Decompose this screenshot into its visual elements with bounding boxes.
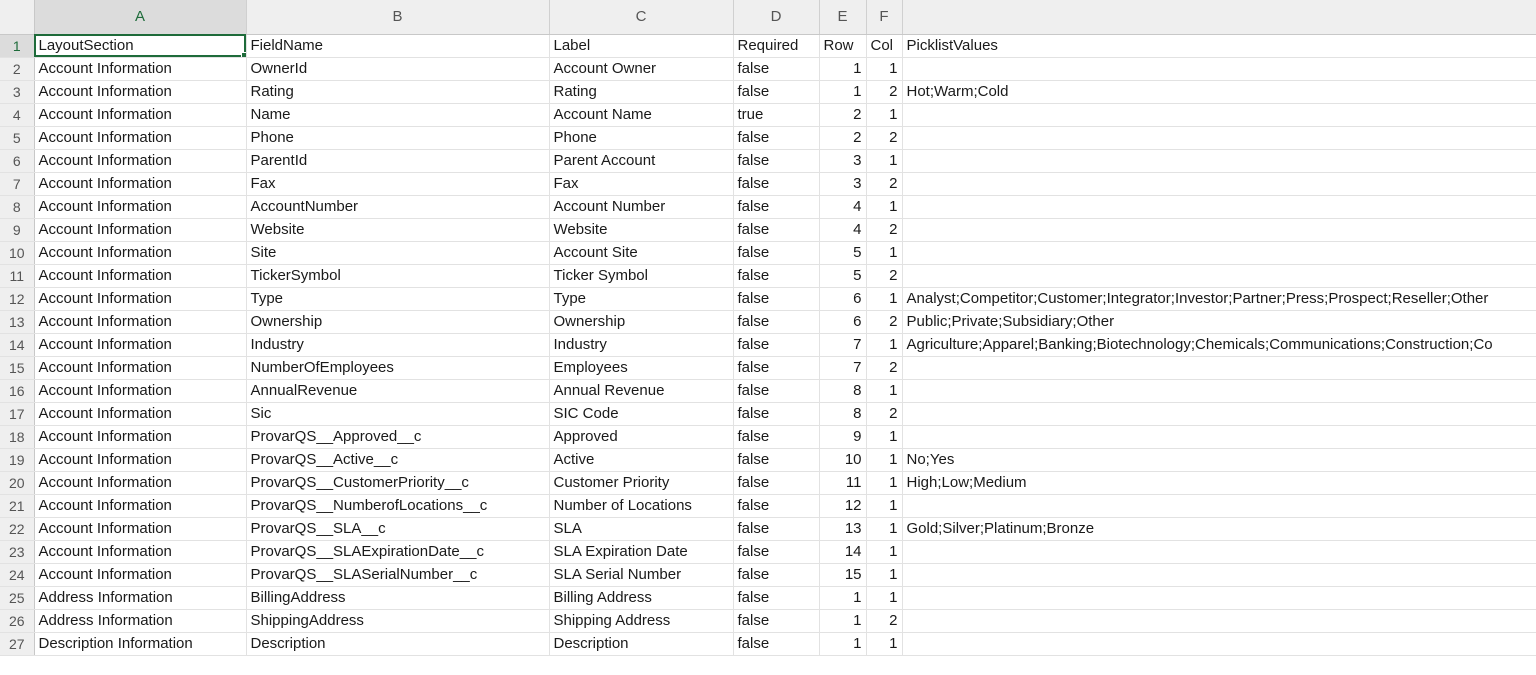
cell[interactable]: Website — [549, 218, 733, 241]
cell-text — [907, 175, 909, 192]
row-header[interactable]: 2 — [0, 57, 34, 80]
cell[interactable]: Account Information — [34, 425, 246, 448]
cell[interactable]: 2 — [866, 356, 902, 379]
cell[interactable]: false — [733, 218, 819, 241]
cell[interactable]: Customer Priority — [549, 471, 733, 494]
cell[interactable]: Site — [246, 241, 549, 264]
table-row — [0, 448, 1536, 471]
cell[interactable]: NumberOfEmployees — [246, 356, 549, 379]
cell[interactable]: 1 — [819, 57, 866, 80]
cell[interactable]: BillingAddress — [246, 586, 549, 609]
cell-text — [907, 405, 909, 422]
cell[interactable]: Active — [549, 448, 733, 471]
cell[interactable]: Phone — [549, 126, 733, 149]
cell[interactable]: Website — [246, 218, 549, 241]
table-row — [0, 218, 1536, 241]
cell[interactable]: true — [733, 103, 819, 126]
cell[interactable]: Shipping Address — [549, 609, 733, 632]
cell[interactable]: false — [733, 563, 819, 586]
row-header[interactable]: 12 — [0, 287, 34, 310]
cell[interactable]: 10 — [819, 448, 866, 471]
cell[interactable]: Account Information — [34, 356, 246, 379]
cell[interactable]: 1 — [866, 241, 902, 264]
cell[interactable]: Account Information — [34, 333, 246, 356]
column-header-a[interactable]: A — [34, 0, 246, 34]
row-header[interactable]: 4 — [0, 103, 34, 126]
cell[interactable]: 2 — [819, 103, 866, 126]
cell[interactable]: 6 — [819, 287, 866, 310]
cell[interactable]: Rating — [549, 80, 733, 103]
cell[interactable]: 2 — [819, 126, 866, 149]
cell[interactable] — [902, 34, 1536, 57]
cell[interactable]: AnnualRevenue — [246, 379, 549, 402]
table-row — [0, 195, 1536, 218]
cell[interactable]: Description Information — [34, 632, 246, 655]
cell[interactable]: ProvarQS__SLA__c — [246, 517, 549, 540]
cell[interactable]: false — [733, 149, 819, 172]
cell[interactable] — [902, 57, 1536, 80]
cell[interactable]: Account Information — [34, 402, 246, 425]
cell[interactable]: Account Information — [34, 379, 246, 402]
cell[interactable]: 1 — [866, 563, 902, 586]
cell-text — [907, 635, 909, 652]
cell[interactable]: Col — [866, 34, 902, 57]
table-row — [0, 517, 1536, 540]
cell[interactable]: Industry — [549, 333, 733, 356]
cell[interactable]: false — [733, 586, 819, 609]
cell[interactable]: 1 — [866, 517, 902, 540]
cell[interactable]: 1 — [866, 471, 902, 494]
cell[interactable]: false — [733, 471, 819, 494]
cell[interactable] — [902, 425, 1536, 448]
cell[interactable]: Row — [819, 34, 866, 57]
cell[interactable]: Account Site — [549, 241, 733, 264]
select-all-corner[interactable] — [0, 0, 34, 34]
cell[interactable]: Rating — [246, 80, 549, 103]
cell[interactable]: 5 — [819, 241, 866, 264]
cell[interactable] — [902, 448, 1536, 471]
cell[interactable]: 2 — [866, 218, 902, 241]
cell[interactable]: 3 — [819, 172, 866, 195]
cell[interactable]: Annual Revenue — [549, 379, 733, 402]
cell[interactable]: 1 — [819, 80, 866, 103]
cell[interactable] — [902, 586, 1536, 609]
cell[interactable]: Account Information — [34, 264, 246, 287]
table-row — [0, 379, 1536, 402]
cell[interactable]: Employees — [549, 356, 733, 379]
cell[interactable]: ParentId — [246, 149, 549, 172]
cell[interactable]: Account Name — [549, 103, 733, 126]
cell[interactable]: 6 — [819, 310, 866, 333]
cell[interactable]: 1 — [866, 586, 902, 609]
column-header-row — [0, 0, 1536, 34]
column-header-g[interactable] — [902, 0, 1536, 34]
cell-text: Gold;Silver;Platinum;Bronze — [906, 519, 1095, 537]
row-header[interactable]: 20 — [0, 471, 34, 494]
cell[interactable]: ProvarQS__Active__c — [246, 448, 549, 471]
cell[interactable]: Address Information — [34, 609, 246, 632]
cell-text — [907, 198, 909, 215]
cell[interactable]: ProvarQS__SLASerialNumber__c — [246, 563, 549, 586]
cell[interactable]: false — [733, 310, 819, 333]
cell[interactable]: 1 — [866, 103, 902, 126]
cell[interactable]: 1 — [866, 540, 902, 563]
cell[interactable]: ProvarQS__CustomerPriority__c — [246, 471, 549, 494]
column-header-f[interactable]: F — [866, 0, 902, 34]
cell[interactable]: false — [733, 402, 819, 425]
row-header[interactable]: 5 — [0, 126, 34, 149]
column-header-d[interactable]: D — [733, 0, 819, 34]
cell[interactable]: 2 — [866, 609, 902, 632]
cell[interactable]: false — [733, 540, 819, 563]
row-header[interactable]: 22 — [0, 517, 34, 540]
cell-text — [907, 244, 909, 261]
cell[interactable] — [902, 126, 1536, 149]
table-row — [0, 103, 1536, 126]
cell[interactable]: 11 — [819, 471, 866, 494]
cell-text — [907, 60, 909, 77]
cell[interactable]: 8 — [819, 379, 866, 402]
cell[interactable]: 1 — [866, 149, 902, 172]
cell[interactable] — [902, 379, 1536, 402]
cell[interactable]: Account Information — [34, 172, 246, 195]
cell[interactable]: 4 — [819, 218, 866, 241]
cell[interactable] — [902, 494, 1536, 517]
cell[interactable]: ProvarQS__Approved__c — [246, 425, 549, 448]
cell[interactable]: false — [733, 195, 819, 218]
cell[interactable]: 3 — [819, 149, 866, 172]
cell[interactable]: 15 — [819, 563, 866, 586]
row-header[interactable]: 27 — [0, 632, 34, 655]
cell[interactable] — [902, 563, 1536, 586]
cell[interactable]: Ticker Symbol — [549, 264, 733, 287]
cell[interactable]: 2 — [866, 80, 902, 103]
cell[interactable]: Account Information — [34, 57, 246, 80]
row-header[interactable]: 8 — [0, 195, 34, 218]
cell[interactable]: Description — [549, 632, 733, 655]
cell[interactable]: SLA — [549, 517, 733, 540]
cell[interactable] — [902, 103, 1536, 126]
cell[interactable]: SIC Code — [549, 402, 733, 425]
cell[interactable]: SLA Expiration Date — [549, 540, 733, 563]
cell[interactable]: 1 — [866, 448, 902, 471]
cell-text — [907, 106, 909, 123]
cell[interactable] — [902, 402, 1536, 425]
cell[interactable]: false — [733, 632, 819, 655]
table-row — [0, 586, 1536, 609]
cell[interactable]: Parent Account — [549, 149, 733, 172]
table-row — [0, 287, 1536, 310]
cell[interactable]: Account Information — [34, 287, 246, 310]
cell-text — [907, 543, 909, 560]
cell-text — [907, 152, 909, 169]
table-row — [0, 241, 1536, 264]
cell[interactable]: Account Information — [34, 540, 246, 563]
row-header[interactable]: 11 — [0, 264, 34, 287]
cell[interactable] — [902, 471, 1536, 494]
cell[interactable] — [902, 356, 1536, 379]
row-header[interactable]: 1 — [0, 34, 34, 57]
row-header[interactable]: 23 — [0, 540, 34, 563]
cell[interactable]: Account Information — [34, 218, 246, 241]
row-header[interactable]: 17 — [0, 402, 34, 425]
cell-text: No;Yes — [906, 450, 955, 468]
cell[interactable]: Label — [549, 34, 733, 57]
cell[interactable]: Number of Locations — [549, 494, 733, 517]
cell[interactable] — [902, 264, 1536, 287]
cell-text — [907, 566, 909, 583]
cell-text — [907, 382, 909, 399]
cell[interactable]: 14 — [819, 540, 866, 563]
cell[interactable]: 12 — [819, 494, 866, 517]
cell-text: Analyst;Competitor;Customer;Integrator;Investor;Partner;Press;Prospect;Reseller;Other — [906, 289, 1489, 307]
row-header[interactable]: 18 — [0, 425, 34, 448]
table-row — [0, 402, 1536, 425]
cell-text — [907, 221, 909, 238]
cell[interactable]: Industry — [246, 333, 549, 356]
table-row — [0, 126, 1536, 149]
cell[interactable]: 7 — [819, 333, 866, 356]
cell[interactable]: 1 — [866, 333, 902, 356]
row-header[interactable]: 7 — [0, 172, 34, 195]
cell[interactable]: Account Information — [34, 471, 246, 494]
table-row — [0, 149, 1536, 172]
table-row — [0, 80, 1536, 103]
cell[interactable] — [902, 517, 1536, 540]
cell[interactable]: Fax — [246, 172, 549, 195]
cell[interactable]: 1 — [866, 494, 902, 517]
cell[interactable]: Description — [246, 632, 549, 655]
row-header[interactable]: 9 — [0, 218, 34, 241]
table-row — [0, 563, 1536, 586]
cell[interactable]: Type — [549, 287, 733, 310]
cell[interactable]: SLA Serial Number — [549, 563, 733, 586]
table-row — [0, 310, 1536, 333]
cell[interactable]: 1 — [819, 632, 866, 655]
cell[interactable]: false — [733, 80, 819, 103]
cell[interactable]: false — [733, 57, 819, 80]
cell[interactable]: Type — [246, 287, 549, 310]
cell[interactable] — [902, 195, 1536, 218]
column-header-e[interactable]: E — [819, 0, 866, 34]
sheet-body — [0, 34, 1536, 655]
cell[interactable] — [902, 80, 1536, 103]
row-header[interactable]: 16 — [0, 379, 34, 402]
cell[interactable]: 2 — [866, 172, 902, 195]
cell[interactable]: Account Information — [34, 448, 246, 471]
table-row — [0, 609, 1536, 632]
cell-text — [907, 497, 909, 514]
cell[interactable]: 2 — [866, 264, 902, 287]
row-header[interactable]: 13 — [0, 310, 34, 333]
cell[interactable]: ProvarQS__SLAExpirationDate__c — [246, 540, 549, 563]
cell[interactable]: 1 — [866, 632, 902, 655]
cell[interactable]: Phone — [246, 126, 549, 149]
cell[interactable] — [902, 241, 1536, 264]
cell[interactable]: FieldName — [246, 34, 549, 57]
cell[interactable]: Address Information — [34, 586, 246, 609]
cell[interactable]: AccountNumber — [246, 195, 549, 218]
cell[interactable]: 9 — [819, 425, 866, 448]
cell[interactable] — [902, 149, 1536, 172]
table-row — [0, 356, 1536, 379]
cell[interactable] — [902, 632, 1536, 655]
cell[interactable]: false — [733, 425, 819, 448]
cell[interactable]: false — [733, 379, 819, 402]
fill-handle[interactable] — [241, 52, 247, 58]
row-header[interactable]: 25 — [0, 586, 34, 609]
cell[interactable]: false — [733, 287, 819, 310]
cell[interactable]: Ownership — [549, 310, 733, 333]
cell[interactable]: 13 — [819, 517, 866, 540]
cell[interactable]: 1 — [819, 609, 866, 632]
row-header[interactable]: 10 — [0, 241, 34, 264]
cell[interactable] — [902, 333, 1536, 356]
cell-text: Public;Private;Subsidiary;Other — [906, 312, 1115, 330]
table-row — [0, 333, 1536, 356]
cell[interactable]: false — [733, 448, 819, 471]
cell-text — [907, 267, 909, 284]
cell-text — [907, 129, 909, 146]
cell[interactable]: Required — [733, 34, 819, 57]
cell[interactable]: Approved — [549, 425, 733, 448]
cell[interactable]: 1 — [866, 379, 902, 402]
cell[interactable] — [902, 310, 1536, 333]
cell[interactable]: Account Information — [34, 241, 246, 264]
cell[interactable] — [902, 609, 1536, 632]
cell[interactable]: 2 — [866, 402, 902, 425]
cell[interactable]: 5 — [819, 264, 866, 287]
cell[interactable]: Ownership — [246, 310, 549, 333]
cell[interactable]: false — [733, 333, 819, 356]
cell[interactable]: 4 — [819, 195, 866, 218]
table-row — [0, 264, 1536, 287]
cell[interactable]: 1 — [866, 425, 902, 448]
cell-text: High;Low;Medium — [906, 473, 1027, 491]
cell[interactable]: Account Information — [34, 80, 246, 103]
cell-text — [907, 612, 909, 629]
cell-text: Hot;Warm;Cold — [906, 82, 1009, 100]
cell[interactable]: Account Information — [34, 517, 246, 540]
table-row — [0, 57, 1536, 80]
cell[interactable]: Sic — [246, 402, 549, 425]
table-row — [0, 172, 1536, 195]
cell[interactable]: OwnerId — [246, 57, 549, 80]
row-header[interactable]: 19 — [0, 448, 34, 471]
cell-text: PicklistValues — [906, 36, 998, 54]
cell[interactable]: false — [733, 609, 819, 632]
cell[interactable]: Account Information — [34, 310, 246, 333]
cell[interactable]: Account Information — [34, 103, 246, 126]
cell[interactable]: Name — [246, 103, 549, 126]
column-header-b[interactable]: B — [246, 0, 549, 34]
cell[interactable]: 1 — [866, 195, 902, 218]
cell-text: Agriculture;Apparel;Banking;Biotechnology;Chemicals;Communications;Construction;Co — [906, 335, 1493, 353]
cell[interactable]: Fax — [549, 172, 733, 195]
cell[interactable]: Account Information — [34, 494, 246, 517]
row-header[interactable]: 24 — [0, 563, 34, 586]
cell[interactable]: 1 — [819, 586, 866, 609]
cell[interactable]: false — [733, 494, 819, 517]
cell[interactable]: 8 — [819, 402, 866, 425]
column-header-c[interactable]: C — [549, 0, 733, 34]
row-header[interactable]: 21 — [0, 494, 34, 517]
cell[interactable]: 1 — [866, 57, 902, 80]
cell[interactable] — [902, 172, 1536, 195]
cell[interactable]: false — [733, 172, 819, 195]
table-row — [0, 540, 1536, 563]
cell-text — [907, 428, 909, 445]
cell[interactable]: false — [733, 126, 819, 149]
cell-text — [907, 359, 909, 376]
cell-text — [907, 589, 909, 606]
row-header[interactable]: 3 — [0, 80, 34, 103]
table-row — [0, 471, 1536, 494]
cell[interactable]: 7 — [819, 356, 866, 379]
cell[interactable]: Account Information — [34, 563, 246, 586]
cell[interactable]: Account Information — [34, 149, 246, 172]
row-header[interactable]: 14 — [0, 333, 34, 356]
cell[interactable]: false — [733, 517, 819, 540]
table-row — [0, 494, 1536, 517]
row-header[interactable]: 26 — [0, 609, 34, 632]
table-row — [0, 425, 1536, 448]
cell[interactable]: 2 — [866, 126, 902, 149]
cell[interactable]: false — [733, 241, 819, 264]
cell[interactable]: Account Owner — [549, 57, 733, 80]
cell[interactable]: ProvarQS__NumberofLocations__c — [246, 494, 549, 517]
table-row — [0, 34, 1536, 57]
cell[interactable] — [902, 218, 1536, 241]
cell[interactable]: ShippingAddress — [246, 609, 549, 632]
cell[interactable]: TickerSymbol — [246, 264, 549, 287]
cell[interactable]: false — [733, 356, 819, 379]
cell[interactable]: Account Information — [34, 126, 246, 149]
table-row — [0, 632, 1536, 655]
cell[interactable]: Account Number — [549, 195, 733, 218]
cell[interactable]: false — [733, 264, 819, 287]
cell[interactable]: 2 — [866, 310, 902, 333]
selected-cell[interactable]: LayoutSection — [34, 34, 246, 57]
cell[interactable]: Account Information — [34, 195, 246, 218]
cell[interactable] — [902, 540, 1536, 563]
row-header[interactable]: 15 — [0, 356, 34, 379]
cell[interactable]: 1 — [866, 287, 902, 310]
row-header[interactable]: 6 — [0, 149, 34, 172]
cell[interactable]: Billing Address — [549, 586, 733, 609]
cell[interactable] — [902, 287, 1536, 310]
